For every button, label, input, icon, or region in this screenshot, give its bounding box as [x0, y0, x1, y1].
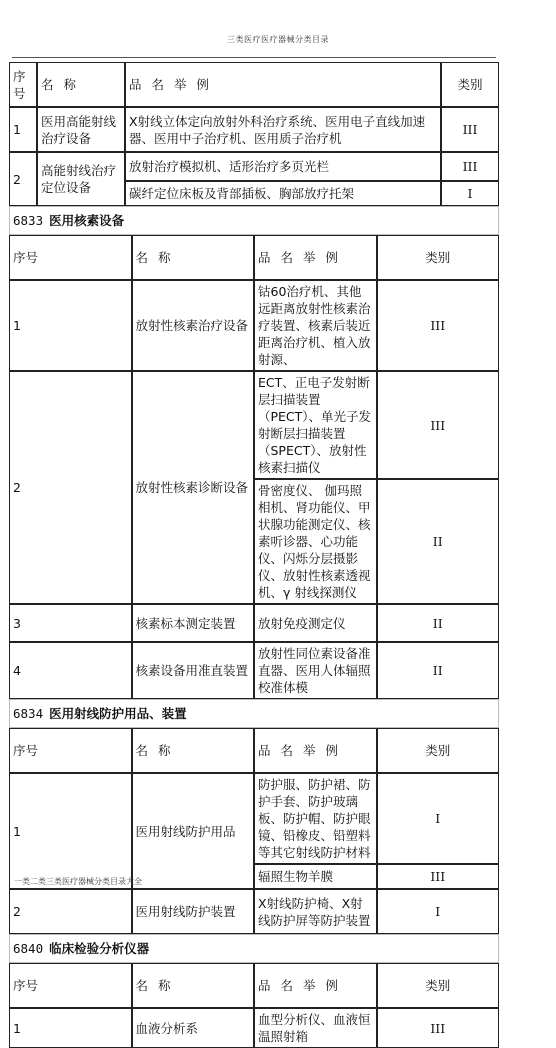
header-examples: 品 名 举 例	[254, 728, 377, 773]
header-category: 类别	[377, 963, 500, 1008]
device-name: 血液分析系	[132, 1008, 255, 1048]
device-name: 放射性核素诊断设备	[132, 371, 255, 604]
table-row	[9, 107, 499, 152]
product-examples: 放射免疫测定仪	[254, 604, 377, 642]
device-category: II	[377, 604, 500, 642]
section-title: 医用核素设备	[49, 213, 125, 228]
section-heading	[9, 206, 499, 235]
device-category: III	[377, 280, 500, 371]
section-heading-row	[9, 934, 499, 963]
table-row	[9, 152, 499, 181]
header-category: 类别	[377, 728, 500, 773]
product-examples: 骨密度仪、 伽玛照相机、肾功能仪、甲状腺功能测定仪、核素听诊器、心功能仪、闪烁分层摄影仪、放射性核素透视机、γ 射线探测仪	[254, 479, 377, 604]
product-examples: 血型分析仪、血液恒温照射箱	[254, 1008, 377, 1048]
row-number: 3	[9, 604, 132, 642]
device-name: 高能射线治疗定位设备	[37, 152, 125, 206]
device-name: 放射性核素治疗设备	[132, 280, 255, 371]
device-name: 医用射线防护用品	[132, 773, 255, 889]
header-name: 名 称	[132, 963, 255, 1008]
section-code: 6840	[13, 941, 44, 956]
header-name: 名 称	[37, 62, 125, 107]
device-category: II	[377, 479, 500, 604]
header-row	[9, 728, 499, 773]
table-row	[9, 773, 499, 864]
header-no: 序号	[9, 62, 37, 107]
row-number: 2	[9, 889, 132, 934]
catalog-table	[9, 699, 499, 934]
table-row	[9, 642, 499, 699]
device-category: III	[377, 371, 500, 479]
device-category: III	[441, 107, 499, 152]
device-name: 核素设备用准直装置	[132, 642, 255, 699]
section-code: 6833	[13, 213, 44, 228]
product-examples: 钴60治疗机、其他远距离放射性核素治疗装置、核素后装近距离治疗机、植入放射源、	[254, 280, 377, 371]
section-title: 医用射线防护用品、装置	[49, 706, 187, 721]
product-examples: 放射性同位素设备准直器、医用人体辐照校准体模	[254, 642, 377, 699]
row-number: 1	[9, 1008, 132, 1048]
header-category: 类别	[377, 235, 500, 280]
header-no: 序号	[9, 235, 132, 280]
product-examples: ECT、正电子发射断层扫描装置（PECT）、单光子发射断层扫描装置（SPECT）、放射性核素扫描仪	[254, 371, 377, 479]
product-examples: 放射治疗模拟机、适形治疗多页光栏	[125, 152, 441, 181]
row-number: 1	[9, 280, 132, 371]
table-row	[9, 889, 499, 934]
header-row	[9, 235, 499, 280]
header-category: 类别	[441, 62, 499, 107]
product-examples: 辐照生物羊膜	[254, 864, 377, 889]
section-heading	[9, 934, 499, 963]
product-examples: X射线防护椅、X射线防护屏等防护装置	[254, 889, 377, 934]
row-number: 2	[9, 152, 37, 206]
header-name: 名 称	[132, 235, 255, 280]
product-examples: 防护服、防护裙、防护手套、防护玻璃板、防护帽、防护眼镜、铅橡皮、铅塑料等其它射线防护材料	[254, 773, 377, 864]
device-category: III	[377, 864, 500, 889]
table-row	[9, 1008, 499, 1048]
row-number: 2	[9, 371, 132, 604]
device-name: 核素标本测定装置	[132, 604, 255, 642]
row-number: 1	[9, 773, 132, 889]
row-number: 1	[9, 107, 37, 152]
section-code: 6834	[13, 706, 44, 721]
table-row	[9, 604, 499, 642]
table-row	[9, 371, 499, 479]
product-examples: X射线立体定向放射外科治疗系统、医用电子直线加速器、医用中子治疗机、医用质子治疗机	[125, 107, 441, 152]
product-examples: 碳纤定位床板及背部插板、胸部放疗托架	[125, 181, 441, 206]
device-category: I	[377, 773, 500, 864]
header-divider	[12, 57, 496, 58]
table-row	[9, 280, 499, 371]
section-heading	[9, 699, 499, 728]
header-examples: 品 名 举 例	[254, 963, 377, 1008]
header-examples: 品 名 举 例	[125, 62, 441, 107]
device-category: III	[377, 1008, 500, 1048]
header-examples: 品 名 举 例	[254, 235, 377, 280]
row-number: 4	[9, 642, 132, 699]
header-name: 名 称	[132, 728, 255, 773]
catalog-sections	[9, 206, 499, 1048]
page-footer: 一类二类三类医疗器械分类目录大全	[14, 877, 142, 886]
device-category: I	[377, 889, 500, 934]
catalog-table-6832	[9, 62, 499, 206]
device-category: III	[441, 152, 499, 181]
catalog-sheet	[9, 62, 499, 1048]
device-category: I	[441, 181, 499, 206]
section-heading-row	[9, 206, 499, 235]
catalog-table	[9, 934, 499, 1048]
device-category: II	[377, 642, 500, 699]
header-row	[9, 963, 499, 1008]
section-title: 临床检验分析仪器	[49, 941, 150, 956]
section-heading-row	[9, 699, 499, 728]
header-row	[9, 62, 499, 107]
header-no: 序号	[9, 728, 132, 773]
device-name: 医用射线防护装置	[132, 889, 255, 934]
page-header: 三类医疗医疗器械分类目录	[227, 35, 329, 44]
catalog-table	[9, 206, 499, 699]
device-name: 医用高能射线治疗设备	[37, 107, 125, 152]
header-no: 序号	[9, 963, 132, 1008]
